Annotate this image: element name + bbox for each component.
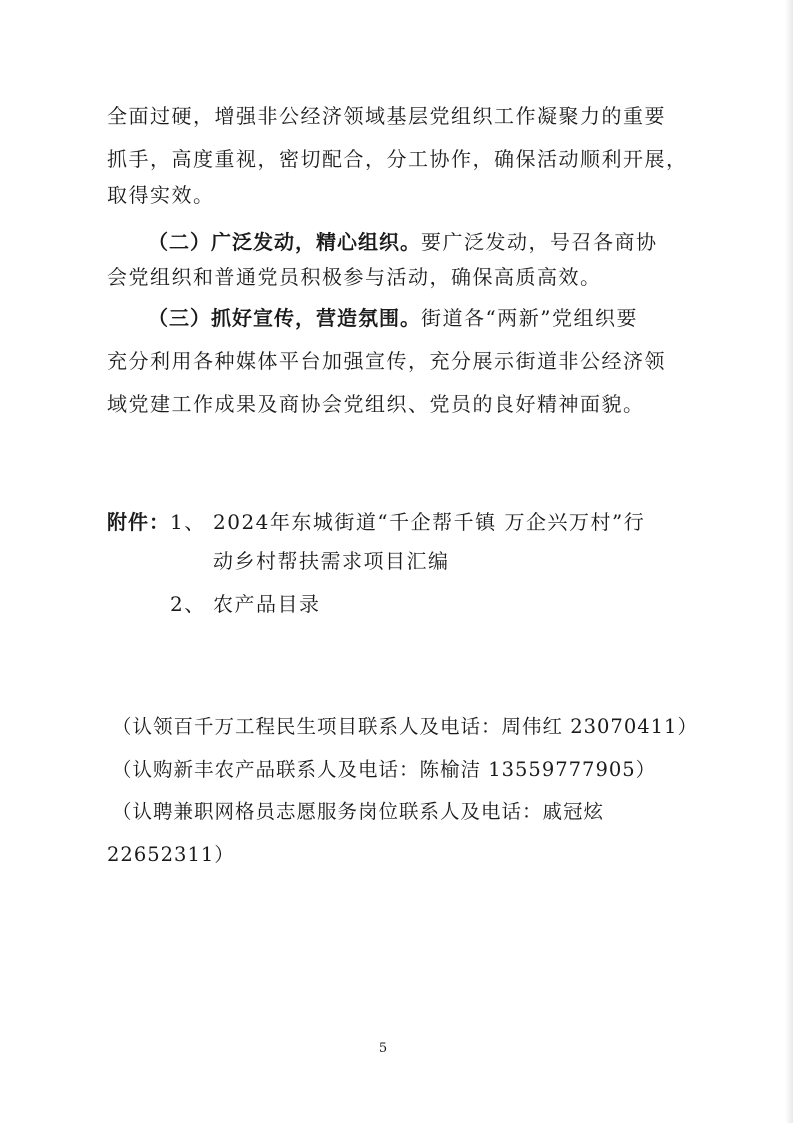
- attachment-title-cont: 动乡村帮扶需求项目汇编: [213, 549, 450, 573]
- attachment-title: 农产品目录: [213, 592, 321, 616]
- paragraph-line: 域党建工作成果及商协会党组织、党员的良好精神面貌。: [107, 392, 645, 416]
- page-number: 5: [378, 1041, 388, 1056]
- section-heading: （二）广泛发动，精心组织。: [148, 230, 421, 254]
- attachments-label: 附件：: [107, 510, 170, 534]
- paragraph-line: 取得实效。: [107, 183, 215, 207]
- paragraph-line: 全面过硬，增强非公经济领域基层党组织工作凝聚力的重要: [107, 104, 666, 128]
- contact-line: 22652311）: [107, 843, 235, 866]
- paragraph-line: 充分利用各种媒体平台加强宣传，充分展示街道非公经济领: [107, 349, 666, 373]
- paragraph-line: 抓手，高度重视，密切配合，分工协作，确保活动顺利开展，: [107, 147, 688, 171]
- contact-line: （认聘兼职网格员志愿服务岗位联系人及电话：戚冠炫: [112, 800, 605, 823]
- section-item-3: [148, 306, 638, 330]
- section-text: 街道各“两新”党组织要: [421, 306, 638, 330]
- attachment-number: 2、: [170, 592, 206, 616]
- page-edge-shadow: [785, 0, 793, 1123]
- attachment-number: 1、: [170, 510, 206, 534]
- attachment-title: 2024年东城街道“千企帮千镇 万企兴万村”行: [213, 510, 646, 534]
- contact-line: （认购新丰农产品联系人及电话：陈榆洁 13559777905）: [112, 758, 657, 781]
- section-item-2: [148, 230, 658, 254]
- section-heading: （三）抓好宣传，营造氛围。: [148, 306, 421, 330]
- section-text: 要广泛发动，号召各商协: [421, 230, 658, 254]
- contact-line: （认领百千万工程民生项目联系人及电话：周伟红 23070411）: [112, 715, 698, 738]
- paragraph-line: 会党组织和普通党员积极参与活动，确保高质高效。: [107, 265, 602, 289]
